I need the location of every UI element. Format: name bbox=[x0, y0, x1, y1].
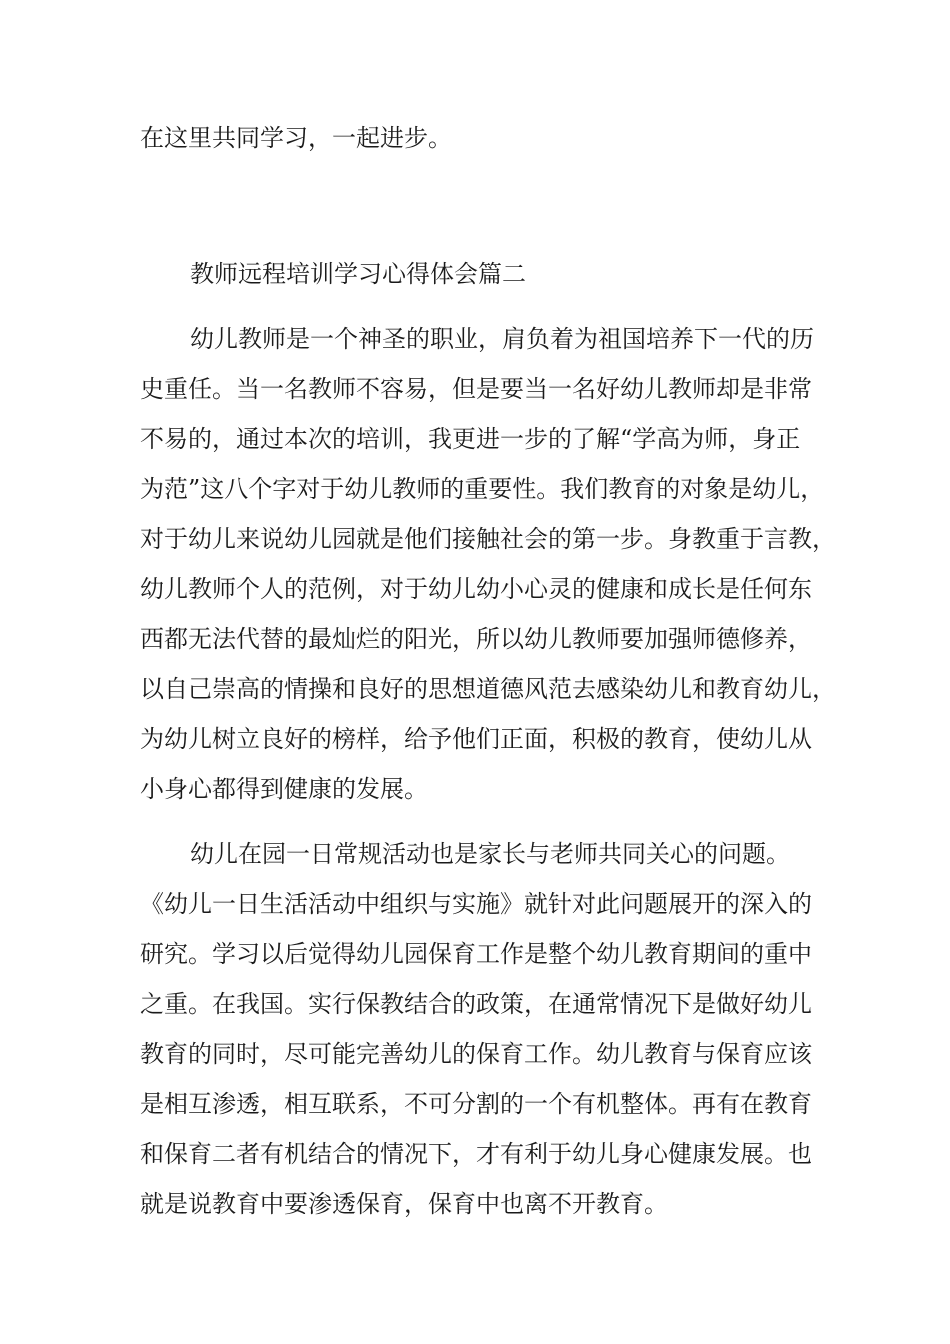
paragraph-2-line-5: 教育的同时，尽可能完善幼儿的保育工作。幼儿教育与保育应该 bbox=[140, 1040, 812, 1068]
paragraph-1-line-1: 幼儿教师是一个神圣的职业，肩负着为祖国培养下一代的历 bbox=[190, 325, 814, 353]
paragraph-2-line-8: 就是说教育中要渗透保育，保育中也离不开教育。 bbox=[140, 1190, 668, 1218]
paragraph-2-line-4: 之重。在我国。实行保教结合的政策，在通常情况下是做好幼儿 bbox=[140, 990, 812, 1018]
paragraph-2-line-2: 《幼儿一日生活活动中组织与实施》就针对此问题展开的深入的 bbox=[140, 890, 812, 918]
paragraph-1-line-8: 以自己崇高的情操和良好的思想道德风范去感染幼儿和教育幼儿， bbox=[140, 675, 836, 703]
paragraph-1-line-10: 小身心都得到健康的发展。 bbox=[140, 775, 428, 803]
paragraph-1-line-9: 为幼儿树立良好的榜样，给予他们正面，积极的教育，使幼儿从 bbox=[140, 725, 812, 753]
paragraph-1-line-7: 西都无法代替的最灿烂的阳光，所以幼儿教师要加强师德修养， bbox=[140, 625, 812, 653]
paragraph-2-line-3: 研究。学习以后觉得幼儿园保育工作是整个幼儿教育期间的重中 bbox=[140, 940, 812, 968]
paragraph-1-line-6: 幼儿教师个人的范例，对于幼儿幼小心灵的健康和成长是任何东 bbox=[140, 575, 812, 603]
paragraph-1-line-5: 对于幼儿来说幼儿园就是他们接触社会的第一步。身教重于言教， bbox=[140, 525, 836, 553]
section-title: 教师远程培训学习心得体会篇二 bbox=[190, 260, 526, 288]
paragraph-2-line-1: 幼儿在园一日常规活动也是家长与老师共同关心的问题。 bbox=[190, 840, 790, 868]
paragraph-1-line-3: 不易的，通过本次的培训，我更进一步的了解“学高为师，身正 bbox=[140, 425, 801, 453]
paragraph-2-line-6: 是相互渗透，相互联系，不可分割的一个有机整体。再有在教育 bbox=[140, 1090, 812, 1118]
intro-tail-line: 在这里共同学习，一起进步。 bbox=[140, 124, 452, 152]
paragraph-1-line-2: 史重任。当一名教师不容易，但是要当一名好幼儿教师却是非常 bbox=[140, 375, 812, 403]
paragraph-2-line-7: 和保育二者有机结合的情况下，才有利于幼儿身心健康发展。也 bbox=[140, 1140, 812, 1168]
paragraph-1-line-4: 为范”这八个字对于幼儿教师的重要性。我们教育的对象是幼儿， bbox=[140, 475, 825, 503]
